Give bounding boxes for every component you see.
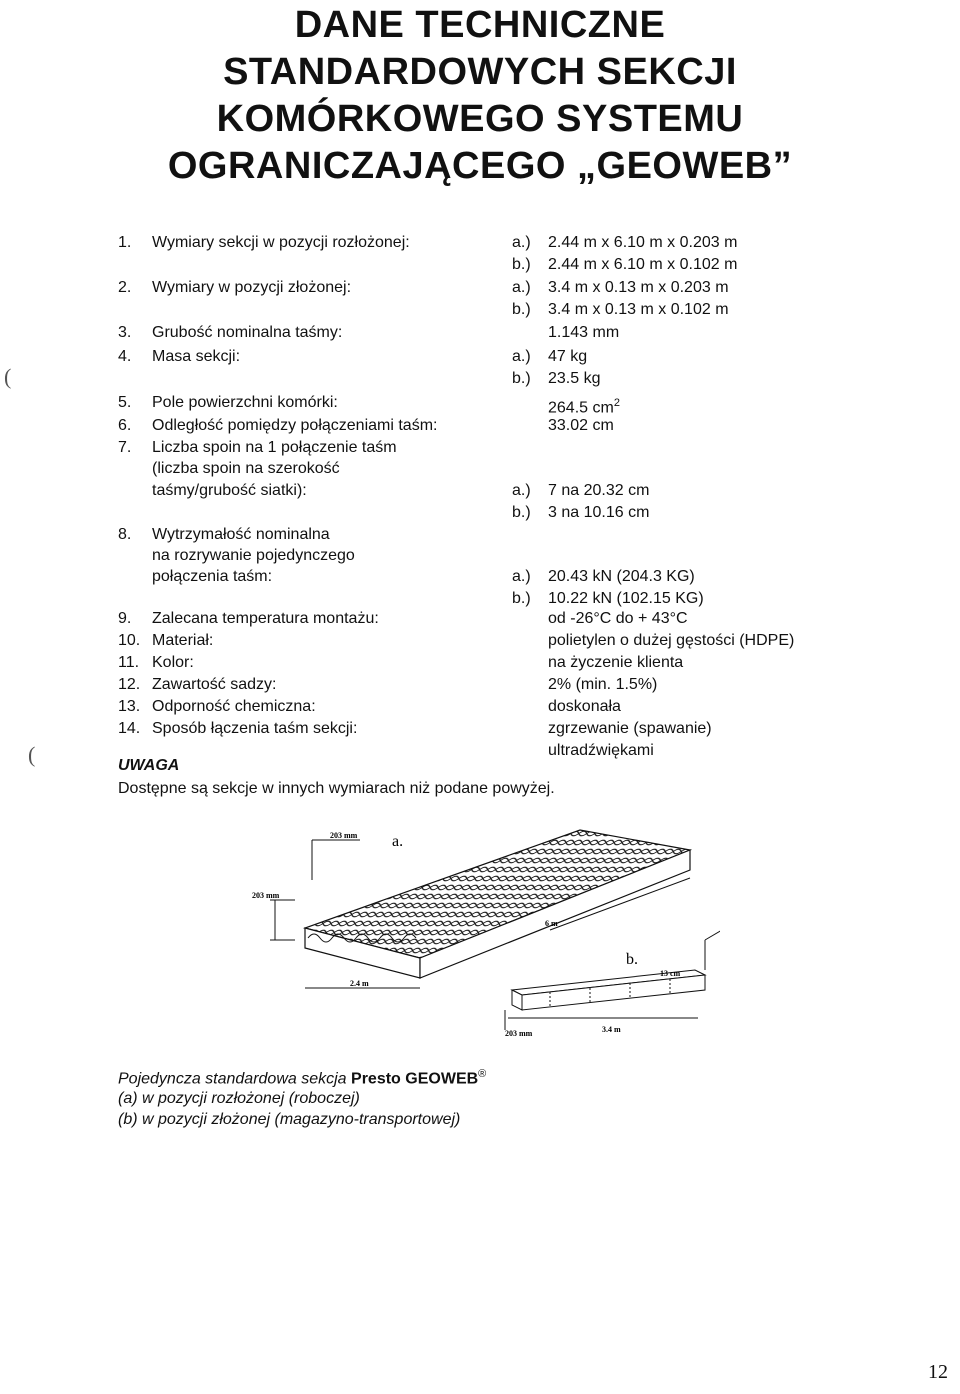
spec-value: od -26°C do + 43°C xyxy=(548,610,688,627)
spec-number: 14. xyxy=(118,720,141,737)
dim-label-side: 203 mm xyxy=(252,891,280,900)
title-line-4: OGRANICZAJĄCEGO „GEOWEB” xyxy=(167,145,793,187)
spec-label: Sposób łączenia taśm sekcji: xyxy=(152,720,358,737)
note-text: Dostępne są sekcje w innych wymiarach niż podane powyżej. xyxy=(118,780,555,797)
spec-label: Grubość nominalna taśmy: xyxy=(152,324,343,341)
registered-mark: ® xyxy=(478,1068,487,1080)
spec-number: 8. xyxy=(118,526,132,543)
dim-label-width: 6 m xyxy=(545,919,558,928)
spec-value: 3.4 m x 0.13 m x 0.102 m xyxy=(548,301,729,318)
figure-label-a: a. xyxy=(392,833,404,850)
spec-value: 47 kg xyxy=(548,348,588,365)
spec-label: połączenia taśm: xyxy=(152,568,273,585)
dim-label-b-height: 203 mm xyxy=(505,1029,533,1038)
caption-product-name: Presto GEOWEB xyxy=(351,1070,479,1088)
geoweb-section-figure xyxy=(250,820,720,1045)
note-heading: UWAGA xyxy=(118,757,180,774)
spec-value-text: 264.5 cm xyxy=(548,399,614,417)
spec-number: 5. xyxy=(118,394,132,411)
spec-label: Wymiary w pozycji złożonej: xyxy=(152,279,352,296)
dim-label-b-width: 13 cm xyxy=(660,969,681,978)
spec-value: 2% (min. 1.5%) xyxy=(548,676,658,693)
spec-value: 7 na 20.32 cm xyxy=(548,482,650,499)
spec-label: Zawartość sadzy: xyxy=(152,676,277,693)
spec-value: 3 na 10.16 cm xyxy=(548,504,650,521)
expanded-section-drawing xyxy=(252,830,690,988)
spec-label: Masa sekcji: xyxy=(152,348,241,365)
dim-label-top: 203 mm xyxy=(330,831,358,840)
caption-text: Pojedyncza standardowa sekcja xyxy=(118,1070,352,1088)
spec-value: 1.143 mm xyxy=(548,324,620,341)
spec-number: 2. xyxy=(118,279,132,296)
spec-label: Kolor: xyxy=(152,654,194,671)
variant-marker: b.) xyxy=(512,590,531,607)
variant-marker: a.) xyxy=(512,482,531,499)
title-line-1: DANE TECHNICZNE xyxy=(294,4,666,46)
spec-value: doskonała xyxy=(548,698,621,715)
spec-value: 2.44 m x 6.10 m x 0.102 m xyxy=(548,256,738,273)
spec-value: 2.44 m x 6.10 m x 0.203 m xyxy=(548,234,738,251)
scan-mark-2: ( xyxy=(28,742,36,767)
spec-value: 20.43 kN (204.3 KG) xyxy=(548,568,695,585)
variant-marker: b.) xyxy=(512,370,531,387)
spec-number: 10. xyxy=(118,632,141,649)
dim-line xyxy=(705,930,720,940)
spec-label: Materiał: xyxy=(152,632,214,649)
page-number: 12 xyxy=(928,1361,948,1383)
spec-value: 33.02 cm xyxy=(548,417,614,434)
document-title xyxy=(0,2,960,190)
spec-number: 3. xyxy=(118,324,132,341)
spec-label: Wymiary sekcji w pozycji rozłożonej: xyxy=(152,234,410,251)
spec-number: 1. xyxy=(118,234,132,251)
spec-value: zgrzewanie (spawanie) xyxy=(548,720,712,737)
variant-marker: a.) xyxy=(512,279,531,296)
spec-label: Liczba spoin na 1 połączenie taśm xyxy=(152,439,397,456)
spec-value: polietylen o dużej gęstości (HDPE) xyxy=(548,632,795,649)
spec-number: 6. xyxy=(118,417,132,434)
title-line-3: KOMÓRKOWEGO SYSTEMU xyxy=(216,98,744,140)
spec-value: 10.22 kN (102.15 KG) xyxy=(548,590,704,607)
spec-number: 4. xyxy=(118,348,132,365)
spec-label: (liczba spoin na szerokość xyxy=(152,460,340,477)
collapsed-section-drawing xyxy=(505,930,720,1038)
spec-label: taśmy/grubość siatki): xyxy=(152,482,307,499)
spec-label: Pole powierzchni komórki: xyxy=(152,394,338,411)
title-line-2: STANDARDOWYCH SEKCJI xyxy=(223,51,737,93)
variant-marker: b.) xyxy=(512,256,531,273)
figure-caption-line-1 xyxy=(118,1068,486,1088)
spec-number: 7. xyxy=(118,439,132,456)
spec-value: ultradźwiękami xyxy=(548,742,654,759)
spec-label: na rozrywanie pojedynczego xyxy=(152,547,355,564)
variant-marker: a.) xyxy=(512,348,531,365)
spec-value: 23.5 kg xyxy=(548,370,601,387)
spec-label: Zalecana temperatura montażu: xyxy=(152,610,379,627)
spec-number: 12. xyxy=(118,676,141,693)
figure-label-b: b. xyxy=(626,951,638,968)
figure-caption-line-3: (b) w pozycji złożonej (magazyno-transportowej) xyxy=(118,1111,461,1128)
spec-value: na życzenie klienta xyxy=(548,654,684,671)
variant-marker: a.) xyxy=(512,568,531,585)
superscript: 2 xyxy=(613,397,620,409)
dim-label-length: 2.4 m xyxy=(350,979,369,988)
spec-number: 13. xyxy=(118,698,141,715)
dim-label-b-length: 3.4 m xyxy=(602,1025,621,1034)
spec-label: Wytrzymałość nominalna xyxy=(152,526,330,543)
variant-marker: a.) xyxy=(512,234,531,251)
spec-number: 11. xyxy=(118,654,140,671)
spec-value xyxy=(548,393,620,418)
variant-marker: b.) xyxy=(512,301,531,318)
spec-number: 9. xyxy=(118,610,132,627)
spec-label: Odporność chemiczna: xyxy=(152,698,316,715)
figure-caption-line-2: (a) w pozycji rozłożonej (roboczej) xyxy=(118,1090,360,1107)
spec-label: Odległość pomiędzy połączeniami taśm: xyxy=(152,417,438,434)
scan-mark-1: ( xyxy=(4,364,12,389)
spec-value: 3.4 m x 0.13 m x 0.203 m xyxy=(548,279,729,296)
variant-marker: b.) xyxy=(512,504,531,521)
